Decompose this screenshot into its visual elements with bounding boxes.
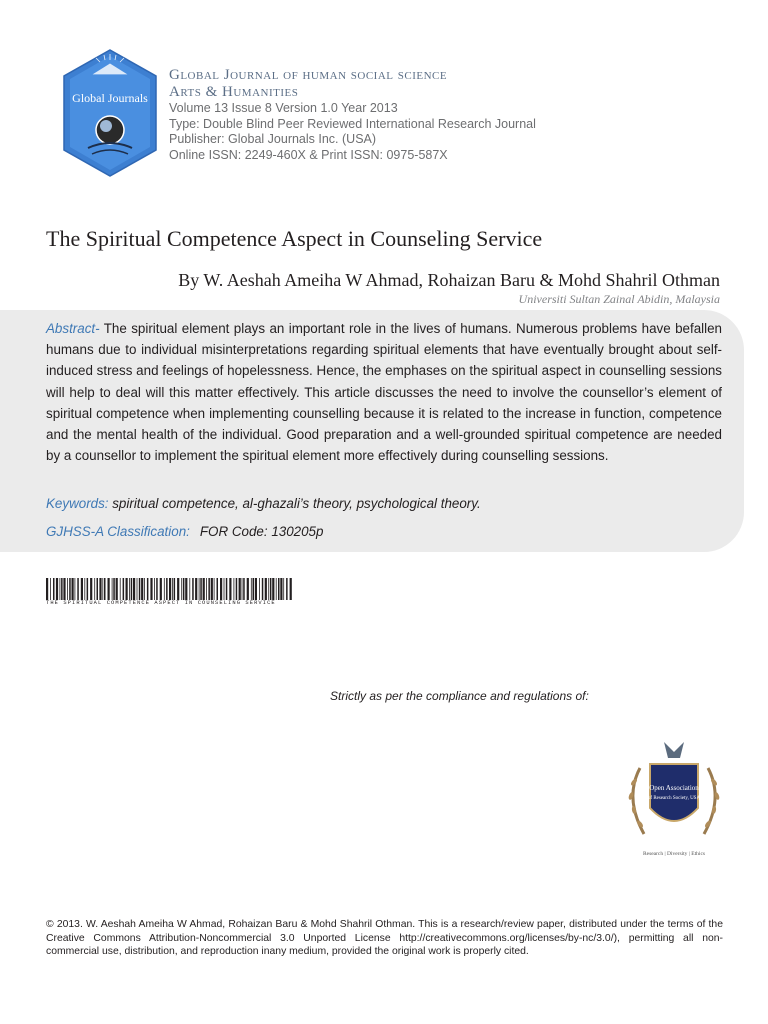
classification-value: FOR Code: 130205p bbox=[199, 524, 324, 539]
paper-title: The Spiritual Competence Aspect in Counseling Service bbox=[46, 226, 543, 251]
license-footer: © 2013. W. Aeshah Ameiha W Ahmad, Rohaizan Baru & Mohd Shahril Othman. This is a research/review paper, distributed under the terms of the Creative Commons Attribution-Noncommercial 3.0 Unported License http://creativecommons.org/licenses/by-nc/3.0/), permitting all non-commercial use, distribution, and reproduction inany medium, provided the original work is properly cited. bbox=[46, 919, 723, 957]
issn-line: Online ISSN: 2249-460X & Print ISSN: 0975-587X bbox=[169, 147, 448, 162]
abstract-label: Abstract- bbox=[46, 321, 100, 336]
keywords-row bbox=[46, 496, 481, 511]
journal-header bbox=[169, 67, 729, 163]
seal-text: Open Association bbox=[649, 784, 699, 792]
barcode bbox=[46, 578, 292, 600]
abstract-body: The spiritual element plays an important role in the lives of humans. Numerous problems have befallen humans due to individual misinterpretations regarding spiritual elements that have eventually brought about self-induced stress and feelings of hopelessness. Hence, the emphases on the spiritual aspect in counselling sessions will help to deal will this matter effectively. This article discusses the need to involve the counsellor’s element of spiritual competence when implementing counselling because it is related to the increase in function, competence and the mental health of the individual. Good preparation and a well-grounded spiritual competence are needed by a counsellor to implement the spiritual element more effectively during counselling sessions. bbox=[46, 321, 722, 464]
volume-line: Volume 13 Issue 8 Version 1.0 Year 2013 bbox=[169, 101, 398, 115]
seal-text-2: of Research Society, USA bbox=[647, 796, 701, 801]
classification-label: GJHSS-A Classification: bbox=[46, 524, 190, 539]
keywords-value: spiritual competence, al-ghazali’s theory, psychological theory. bbox=[108, 496, 481, 511]
barcode-caption: THE SPIRITUAL COMPETENCE ASPECT IN COUNSELING SERVICE bbox=[46, 600, 276, 606]
compliance-note: Strictly as per the compliance and regulations of: bbox=[330, 689, 589, 703]
classification-row bbox=[46, 524, 323, 539]
open-association-seal bbox=[620, 738, 728, 860]
global-journals-logo bbox=[60, 48, 160, 178]
publisher-line: Publisher: Global Journals Inc. (USA) bbox=[169, 132, 377, 146]
author-affiliation: Universiti Sultan Zainal Abidin, Malaysia bbox=[518, 292, 720, 306]
paper-authors: By W. Aeshah Ameiha W Ahmad, Rohaizan Baru & Mohd Shahril Othman bbox=[178, 270, 720, 290]
abstract bbox=[46, 318, 722, 466]
journal-subtitle: Arts & Humanities bbox=[169, 84, 299, 100]
type-line: Type: Double Blind Peer Reviewed International Research Journal bbox=[169, 116, 536, 131]
journal-name: Global Journal of human social science bbox=[169, 67, 448, 83]
keywords-label: Keywords: bbox=[46, 496, 109, 511]
logo-text: Global Journals bbox=[72, 91, 148, 105]
seal-tagline: Research | Diversity | Ethics bbox=[642, 851, 706, 857]
